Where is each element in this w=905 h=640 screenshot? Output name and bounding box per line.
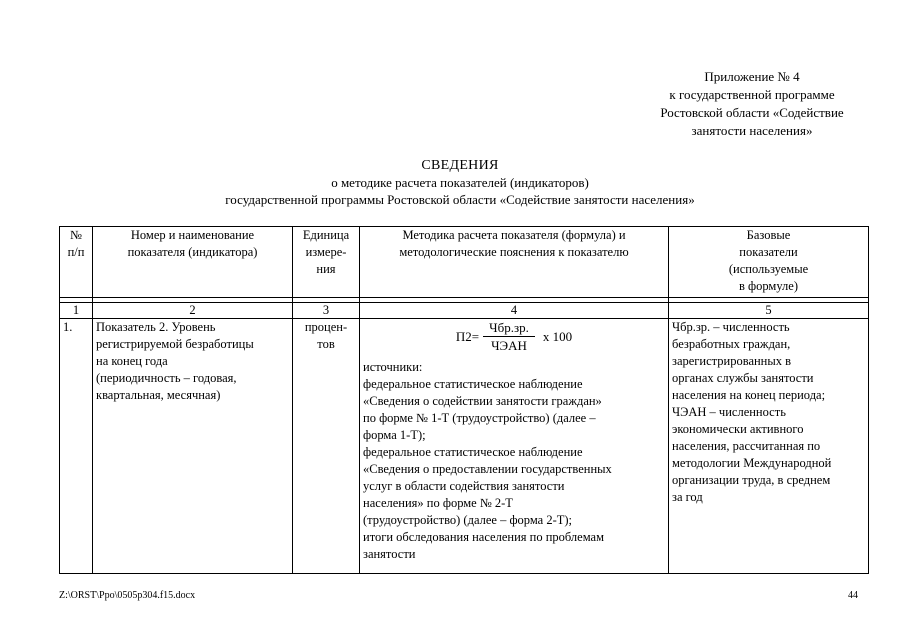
base-line: за год xyxy=(672,490,703,504)
base-line: Чбр.зр. – численность xyxy=(672,320,790,334)
file-path: Z:\ORST\Ppo\0505p304.f15.docx xyxy=(59,590,196,601)
base-line: населения, рассчитанная по xyxy=(672,439,821,453)
page-number: 44 xyxy=(848,590,858,601)
method-line: (трудоустройство) (далее – форма 2-Т); xyxy=(363,513,573,527)
header-text: Базовые xyxy=(746,228,791,242)
indicator-name-line: квартальная, месячная) xyxy=(96,388,221,402)
header-text: ния xyxy=(316,262,336,276)
unit-line: процен- xyxy=(304,320,348,334)
method-line: услуг в области содействия занятости xyxy=(363,479,565,493)
base-line: методологии Международной xyxy=(672,456,832,470)
row-number: 1. xyxy=(60,319,93,574)
method-line: федеральное статистическое наблюдение xyxy=(363,445,583,459)
formula-denominator: ЧЭАН xyxy=(491,338,527,353)
method-line: источники: xyxy=(363,360,423,374)
header-text: Единица xyxy=(302,228,350,242)
header-text: методологические пояснения к показателю xyxy=(399,245,629,259)
heading-subtitle: о методике расчета показателей (индикаторов) xyxy=(331,175,589,190)
column-number: 4 xyxy=(360,303,669,319)
base-cell xyxy=(669,319,869,574)
column-number: 5 xyxy=(669,303,869,319)
header-base xyxy=(669,227,869,298)
indicator-name-line: регистрируемой безработицы xyxy=(96,337,254,351)
column-number: 2 xyxy=(93,303,293,319)
document-heading xyxy=(180,157,740,208)
method-line: занятости xyxy=(363,547,416,561)
header-text: показателя (индикатора) xyxy=(127,245,258,259)
document-title: СВЕДЕНИЯ xyxy=(421,158,499,173)
header-method xyxy=(360,227,669,298)
header-text: показатели xyxy=(739,245,798,259)
base-line: органах службы занятости xyxy=(672,371,814,385)
formula-fraction xyxy=(483,319,535,354)
base-line: организации труда, в среднем xyxy=(672,473,831,487)
method-cell xyxy=(360,319,669,574)
header-text: (используемые xyxy=(728,262,809,276)
indicator-name-line: (периодичность – годовая, xyxy=(96,371,237,385)
indicator-name-line: Показатель 2. Уровень xyxy=(96,320,216,334)
formula-multiplier: x 100 xyxy=(542,329,573,344)
column-number: 3 xyxy=(293,303,360,319)
method-line: «Сведения о предоставлении государственных xyxy=(363,462,612,476)
base-line: зарегистрированных в xyxy=(672,354,792,368)
header-text: п/п xyxy=(67,245,85,259)
method-line: по форме № 1-Т (трудоустройство) (далее – xyxy=(363,411,596,425)
method-line: итоги обследования населения по проблемам xyxy=(363,530,605,544)
header-unit xyxy=(293,227,360,298)
base-line: безработных граждан, xyxy=(672,337,791,351)
appendix-note xyxy=(622,68,882,140)
base-line: ЧЭАН – численность xyxy=(672,405,786,419)
appendix-line: Приложение № 4 xyxy=(704,69,800,84)
indicator-name xyxy=(93,319,293,574)
unit-cell xyxy=(293,319,360,574)
header-num xyxy=(60,227,93,298)
column-number: 1 xyxy=(60,303,93,319)
header-text: в формуле) xyxy=(739,279,798,293)
header-text: измере- xyxy=(305,245,347,259)
method-line: населения» по форме № 2-Т xyxy=(363,496,513,510)
appendix-line: к государственной программе xyxy=(669,87,835,102)
header-text: Методика расчета показателя (формула) и xyxy=(402,228,626,242)
appendix-line: Ростовской области «Содействие xyxy=(660,105,844,120)
header-text: № xyxy=(70,228,82,242)
heading-program: государственной программы Ростовской области «Содействие занятости населения» xyxy=(225,192,695,207)
base-line: населения на конец периода; xyxy=(672,388,826,402)
method-line: «Сведения о содействии занятости граждан» xyxy=(363,394,602,408)
table-header-row xyxy=(60,227,869,298)
appendix-line: занятости населения» xyxy=(691,123,813,138)
method-line: федеральное статистическое наблюдение xyxy=(363,377,583,391)
header-name xyxy=(93,227,293,298)
base-line: экономически активного xyxy=(672,422,804,436)
formula-lhs: П2= xyxy=(455,329,480,344)
column-number-row xyxy=(60,303,869,319)
header-text: Номер и наименование xyxy=(130,228,255,242)
indicator-name-line: на конец года xyxy=(96,354,168,368)
table-row xyxy=(60,319,869,574)
unit-line: тов xyxy=(317,337,335,351)
method-line: форма 1-Т); xyxy=(363,428,426,442)
formula xyxy=(363,319,665,354)
formula-numerator: Чбр.зр. xyxy=(483,319,535,337)
indicator-table xyxy=(59,226,869,574)
